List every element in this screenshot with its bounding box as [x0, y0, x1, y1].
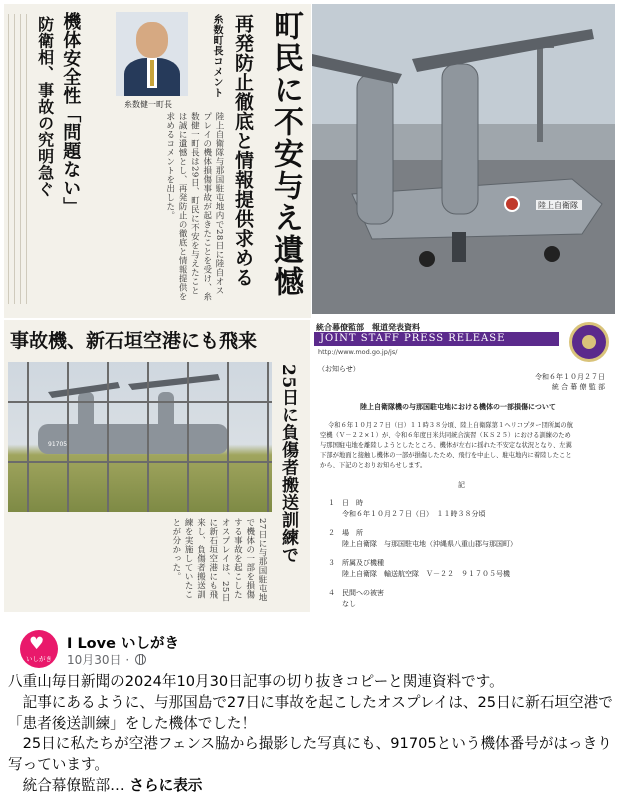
- svg-text:91705: 91705: [48, 441, 68, 448]
- press-line: 下部が地面と接触し機体の一部が損傷したため、飛行を中止し、駐屯地内に着陸したこと: [320, 452, 572, 459]
- post-meta: [67, 651, 146, 668]
- globe-icon[interactable]: [135, 654, 146, 665]
- fence-osprey-illustration: [8, 362, 272, 512]
- press-item: ３ 所属及び機種: [328, 559, 384, 567]
- post-body-text: [8, 672, 614, 797]
- press-line: 空機（Ｖ－２２×１）が、令和６年度日米共同統合演習（ＫＳ２５）における訓練のため: [320, 432, 571, 439]
- page-avatar[interactable]: [20, 630, 58, 668]
- fence-photo: [8, 362, 272, 512]
- osprey-illustration: [312, 4, 615, 314]
- press-item: なし: [328, 600, 356, 608]
- clipping-headline-main: 町民に不安与え遺憾: [268, 10, 303, 298]
- press-notice: （お知らせ）: [318, 365, 360, 373]
- post-line: 記事にあるように、与那国島で27日に事故を起こしたオスプレイは、25日に新石垣空港で: [8, 693, 613, 711]
- post-line-last: [8, 776, 614, 797]
- clipping-side-headline-1: 機体安全性「問題ない」: [60, 12, 82, 216]
- osprey-photo: [312, 4, 615, 314]
- press-item: ４ 民間への被害: [328, 589, 384, 597]
- clipping-vertical-headline: 25日に負傷者搬送訓練で: [277, 364, 298, 564]
- see-more-link[interactable]: さらに表示: [129, 776, 203, 794]
- page-name-link[interactable]: I Love いしがき: [67, 636, 179, 652]
- press-issuer: 統 合 幕 僚 監 部: [551, 383, 605, 391]
- clipping-comment-label: 糸数町長コメント: [211, 14, 222, 98]
- post-line: 統合幕僚監部…: [8, 776, 125, 794]
- svg-text:陸上自衛隊: 陸上自衛隊: [538, 201, 578, 210]
- newspaper-clipping-bottom: [4, 320, 310, 612]
- post-header: [10, 630, 610, 668]
- press-item: 令和６年１０月２７日（日） １１時３８分頃: [328, 510, 486, 518]
- heart-icon: ♥: [29, 634, 45, 654]
- clipping-banner: 事故機、新石垣空港にも飛来: [10, 330, 258, 352]
- press-line: 令和６年１０月２７日（日）１１時３８分頃、陸上自衛隊第１ヘリコプター団所属の航: [328, 422, 574, 429]
- mayor-portrait: [116, 12, 188, 96]
- meta-separator: ·: [125, 653, 130, 667]
- press-header: 統合幕僚監部 報道発表資料: [316, 323, 420, 332]
- clipping-subhead: 再発防止徹底と情報提供求める: [232, 14, 254, 287]
- press-item: 陸上自衛隊 与那国駐屯地（沖縄県八重山郡与那国町）: [328, 540, 517, 548]
- press-item: ２ 場 所: [328, 529, 363, 537]
- clipping-side-headline-2: 防衛相、事故の究明急ぐ: [35, 16, 55, 198]
- avatar-text: いしがき: [26, 655, 52, 663]
- post-date-link[interactable]: 10月30日: [67, 653, 122, 667]
- press-banner: JOINT STAFF PRESS RELEASE: [314, 332, 559, 346]
- press-url: http://www.mod.go.jp/js/: [318, 348, 398, 356]
- post-line: 八重山毎日新聞の2024年10月30日記事の切り抜きコピーと関連資料です。: [8, 673, 504, 690]
- post-line: 「患者後送訓練」をした機体でした！: [8, 714, 257, 732]
- newspaper-clipping-top: [4, 4, 311, 318]
- press-line: 与那国駐屯地を離陸しようとしたところ、機体が左右に揺れた不安定な状況となり、左翼: [320, 442, 572, 449]
- clipping-body-text: 陸上自衛隊与那国駐屯地内で28日に陸自オスプレイの機体損傷事故が起きたことを受け、糸数健一町長は29日、町民に不安を与えたことは誠に遺憾とし、再発防止の徹底と情報提供を求めるコメントを出した。: [164, 112, 224, 301]
- press-release-document: [312, 318, 615, 614]
- joint-staff-seal-icon: [569, 322, 609, 362]
- press-date: 令和６年１０月２７日: [535, 373, 605, 381]
- press-item: 陸上自衛隊 輸送航空隊 Ｖ－２２ ９１７０５号機: [328, 570, 510, 578]
- press-ki: 記: [458, 481, 465, 489]
- press-item: １ 日 時: [328, 499, 363, 507]
- portrait-caption: 糸数健一町長: [124, 100, 172, 109]
- clipping-bottom-body-text: 27日に与那国駐屯地で機体の一部を損傷する事故を起こしたオスプレイは、25日に新石垣空港にも飛来し、負傷者搬送訓練を実施していたことが分かった。: [170, 518, 267, 602]
- post-line: 写っています。: [8, 756, 109, 774]
- clipping-text-column: [8, 14, 30, 304]
- press-line: から、下記のとおりお知らせします。: [320, 462, 427, 469]
- press-title: 陸上自衛隊機の与那国駐屯地における機体の一部損傷について: [360, 403, 556, 411]
- post-line: 25日に私たちが空港フェンス脇から撮影した写真にも、91705という機体番号がはっきり: [8, 735, 612, 753]
